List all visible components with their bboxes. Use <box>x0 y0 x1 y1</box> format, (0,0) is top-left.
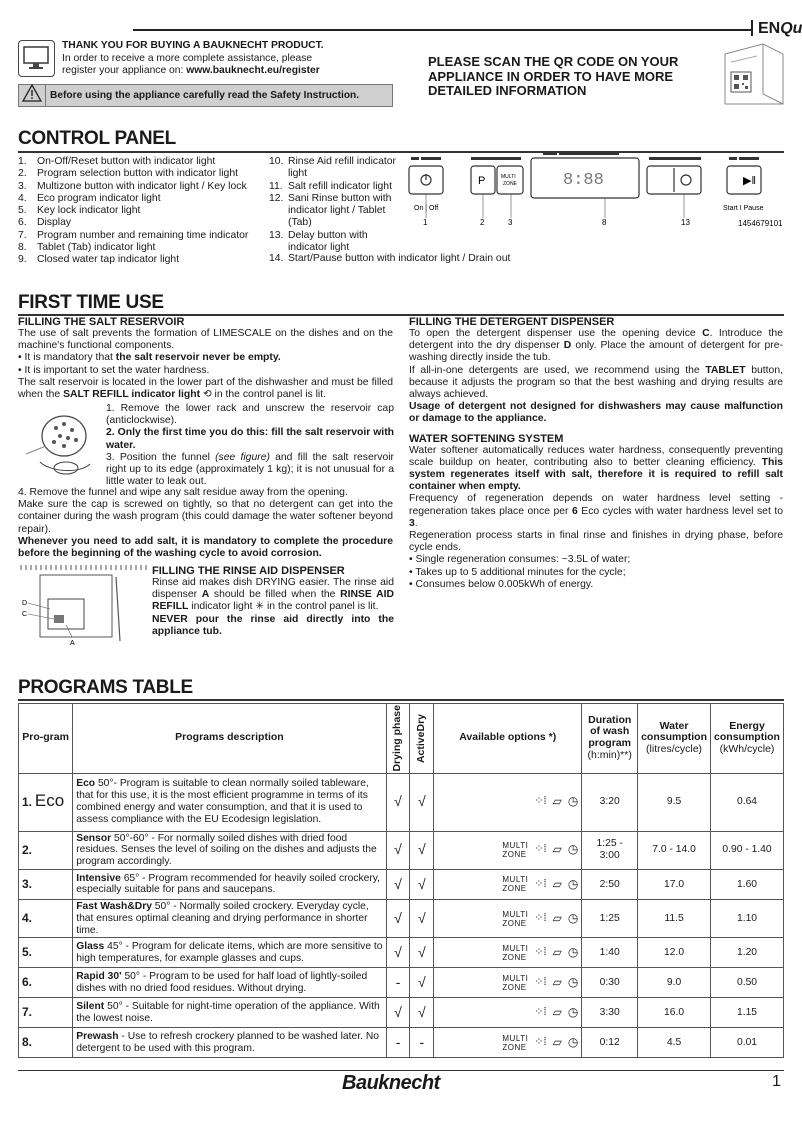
detergent-text: To open the detergent dispenser use the opening device C. Introduce the detergent into the dry dispenser D only. Place the amount of detergent for pre-washing directly inside the tub. <box>409 328 783 364</box>
callout-8: 8 <box>602 218 607 227</box>
activedry-cell: - <box>410 1028 434 1058</box>
sani-icon: ⁘⁞ <box>534 975 547 988</box>
list-item: 8. Tablet (Tab) indicator light <box>18 242 156 254</box>
page-number: 1 <box>772 1073 781 1090</box>
activedry-cell: √ <box>410 938 434 968</box>
description-cell: Sensor 50°-60° - For normally soiled dishes with dried food residues. Senses the level of soiling on the dishes and adjusts the program accordingly. <box>73 831 386 869</box>
safety-warning-bar <box>18 84 393 107</box>
salt-cap-note: Make sure the cap is screwed on tightly, so that no detergent can get into the container during the wash program (this could damage the water softener beyond repair). <box>18 499 393 535</box>
control-panel-list-last <box>269 253 569 265</box>
description-cell: Rapid 30' 50° - Program to be used for half load of lightly-soiled dishes with no dried food residues. Without drying. <box>73 968 386 998</box>
options-cell <box>434 831 582 869</box>
language-code: ENQu <box>758 20 802 37</box>
detergent-warning: Usage of detergent not designed for dishwashers may cause malfunction or damage to the appliance. <box>409 401 783 425</box>
program-cell: 3. <box>19 869 73 899</box>
list-item: 13. Delay button with indicator light <box>269 229 368 254</box>
description-cell: Prewash - Use to refresh crockery planned to be washed later. No detergent to be used with this program. <box>73 1028 386 1058</box>
description-cell: Eco 50°- Program is suitable to clean normally soiled tableware, that for this use, it is the most efficient programme in terms of its combined energy and water consumption, and that it is used to assess compliance with the EU Ecodesign legislation. <box>73 773 386 831</box>
footer-rule <box>18 1070 784 1071</box>
programs-table-title: PROGRAMS TABLE <box>18 677 193 698</box>
callout-2: 2 <box>480 218 485 227</box>
delay-icon: ◷ <box>567 1004 579 1019</box>
salt-section <box>18 316 393 401</box>
energy-cell: 1.10 <box>711 899 784 937</box>
energy-cell: 0.01 <box>711 1028 784 1058</box>
programs-table <box>18 703 784 1058</box>
table-row <box>19 831 784 869</box>
detergent-title: FILLING THE DETERGENT DISPENSER <box>409 316 615 328</box>
safety-warning-text: Before using the appliance carefully read the Safety Instruction. <box>45 85 359 106</box>
programs-table-rule <box>18 699 784 701</box>
tablet-icon: ▱ <box>552 944 562 959</box>
list-item: 5. Key lock indicator light <box>18 205 141 217</box>
delay-icon: ◷ <box>567 944 579 959</box>
options-cell <box>434 1028 582 1058</box>
delay-icon: ◷ <box>567 974 579 989</box>
register-line: register your appliance on: www.bauknecht.eu/register <box>62 65 320 76</box>
softening-title: WATER SOFTENING SYSTEM <box>409 432 564 445</box>
salt-bullet: • It is mandatory that the salt reservoir never be empty. <box>18 352 393 364</box>
drying-cell: √ <box>386 998 410 1028</box>
energy-cell: 0.50 <box>711 968 784 998</box>
list-item: 2. Program selection button with indicator light <box>18 168 238 180</box>
header-tick <box>751 20 753 36</box>
salt-intro: The use of salt prevents the formation of LIMESCALE on the dishes and on the machine's functional components. <box>18 328 393 352</box>
list-item: 12. Sani Rinse button with indicator light / Tablet (Tab) <box>269 192 392 229</box>
rinse-aid-icon: ✳ <box>255 601 265 613</box>
dishwasher-qr-illustration <box>717 40 785 108</box>
detergent-section <box>409 316 783 591</box>
water-cell: 16.0 <box>638 998 711 1028</box>
thanks-block <box>62 40 402 78</box>
softening-frequency: Frequency of regeneration depends on water hardness level setting - regeneration takes place once per 6 Eco cycles with water hardness level set to 3. <box>409 493 783 529</box>
table-row <box>19 869 784 899</box>
on-off-label: On | Off <box>414 205 439 212</box>
detergent-tablet-note: If all-in-one detergents are used, we recommend using the TABLET button, because it adjusts the program so that the best washing and drying results are always achieved. <box>409 364 783 401</box>
multizone-option: MULTI ZONE <box>502 841 529 860</box>
water-cell: 7.0 - 14.0 <box>638 831 711 869</box>
multi-label: MULTI <box>501 174 516 180</box>
description-cell: Fast Wash&Dry 50° - Normally soiled crockery. Everyday cycle, that ensures optimal cleaning and drying performance in shorter time. <box>73 899 386 937</box>
options-cell <box>434 869 582 899</box>
program-cell: 7. <box>19 998 73 1028</box>
start-pause-label: Start I Pause <box>723 205 764 212</box>
softening-bullet: • Consumes below 0.005kWh of energy. <box>409 579 783 591</box>
duration-cell: 0:12 <box>582 1028 638 1058</box>
delay-icon: ◷ <box>567 1034 579 1049</box>
header-duration: Duration of wash program (h:min)**) <box>582 704 638 774</box>
description-cell: Intensive 65° - Program recommended for heavily soiled crockery, especially suitable for pans and saucepans. <box>73 869 386 899</box>
water-cell: 17.0 <box>638 869 711 899</box>
description-cell: Glass 45° - Program for delicate items, which are more sensitive to high temperatures, for example glasses and cups. <box>73 938 386 968</box>
list-item: 10. Rinse Aid refill indicator light <box>269 156 396 180</box>
multizone-button[interactable] <box>497 166 523 194</box>
header-water: Water consumption (litres/cycle) <box>638 704 711 774</box>
control-panel-diagram <box>405 150 785 240</box>
salt-title: FILLING THE SALT RESERVOIR <box>18 316 185 328</box>
delay-icon: ◷ <box>567 842 579 857</box>
eco-icon: Eco <box>34 790 65 810</box>
delay-icon: ◷ <box>567 910 579 925</box>
duration-cell: 0:30 <box>582 968 638 998</box>
drying-cell: √ <box>386 938 410 968</box>
program-cell: 2. <box>19 831 73 869</box>
play-pause-icon: ▶ǁ <box>743 175 757 187</box>
table-row <box>19 899 784 937</box>
thanks-line: In order to receive a more complete assistance, please <box>62 52 313 64</box>
header-description: Programs description <box>73 704 386 774</box>
activedry-cell: √ <box>410 869 434 899</box>
energy-cell: 1.15 <box>711 998 784 1028</box>
sani-icon: ⁘⁞ <box>534 843 547 856</box>
list-item: 1. On-Off/Reset button with indicator light <box>18 156 216 167</box>
program-cell: 6. <box>19 968 73 998</box>
tablet-icon: ▱ <box>552 1004 562 1019</box>
activedry-cell: √ <box>410 773 434 831</box>
control-panel-list-left <box>18 156 268 267</box>
rinse-aid-section <box>152 565 394 638</box>
salt-step: 4. Remove the funnel and wipe any salt residue away from the opening. <box>18 487 348 498</box>
callout-3: 3 <box>508 218 513 227</box>
activedry-cell: √ <box>410 968 434 998</box>
options-cell <box>434 899 582 937</box>
activedry-cell: √ <box>410 831 434 869</box>
control-panel-list-right <box>269 156 401 254</box>
rinse-aid-title: FILLING THE RINSE AID DISPENSER <box>152 565 345 577</box>
rinse-aid-illustration <box>20 565 150 647</box>
salt-warning: Whenever you need to add salt, it is mandatory to complete the procedure before the beginning of the washing cycle to avoid corrosion. <box>18 535 393 560</box>
qr-instruction: PLEASE SCAN THE QR CODE ON YOUR APPLIANCE IN ORDER TO HAVE MORE DETAILED INFORMATION <box>428 54 679 98</box>
multizone-option: MULTI ZONE <box>502 1033 529 1052</box>
warning-icon <box>19 84 45 106</box>
water-cell: 11.5 <box>638 899 711 937</box>
program-cell: 4. <box>19 899 73 937</box>
label-c: C <box>22 611 28 618</box>
drying-cell: √ <box>386 773 410 831</box>
tablet-icon: ▱ <box>552 1034 562 1049</box>
duration-cell: 1:25 <box>582 899 638 937</box>
salt-step: 3. Position the funnel (see figure) and fill the salt reservoir right up to its edge (approximately 1 kg); it is not unusual for a little water to leak out. <box>106 451 394 488</box>
drying-cell: √ <box>386 831 410 869</box>
label-a: A <box>70 640 75 647</box>
table-row <box>19 1028 784 1058</box>
table-header-row <box>19 704 784 774</box>
energy-cell: 0.64 <box>711 773 784 831</box>
rinse-aid-warning: NEVER pour the rinse aid directly into the appliance tub. <box>152 613 394 637</box>
water-cell: 9.0 <box>638 968 711 998</box>
table-row <box>19 773 784 831</box>
salt-step: 2. Only the first time you do this: fill the salt reservoir with water. <box>106 427 394 451</box>
options-cell <box>434 998 582 1028</box>
multizone-option: MULTI ZONE <box>502 943 529 962</box>
header-drying: Drying phase <box>391 705 404 772</box>
multizone-option: MULTI ZONE <box>502 875 529 894</box>
zone-label: ZONE <box>503 181 517 187</box>
sani-icon: ⁘⁞ <box>534 877 547 890</box>
rinse-aid-text: Rinse aid makes dish DRYING easier. The rinse aid dispenser A should be filled when the RINSE AID REFILL indicator light ✳ in the control panel is lit. <box>152 577 394 613</box>
tablet-icon: ▱ <box>552 910 562 925</box>
water-cell: 9.5 <box>638 773 711 831</box>
list-item: 11. Salt refill indicator light <box>269 180 392 192</box>
duration-cell: 3:20 <box>582 773 638 831</box>
energy-cell: 0.90 - 1.40 <box>711 831 784 869</box>
description-cell: Silent 50° - Suitable for night-time operation of the appliance. With the lowest noise. <box>73 998 386 1028</box>
sani-icon: ⁘⁞ <box>534 911 547 924</box>
sani-icon: ⁘⁞ <box>534 1035 547 1048</box>
header-options: Available options *) <box>434 704 582 774</box>
water-cell: 12.0 <box>638 938 711 968</box>
thanks-title: THANK YOU FOR BUYING A BAUKNECHT PRODUCT. <box>62 40 324 51</box>
salt-closing <box>18 487 393 560</box>
header-energy: Energy consumption (kWh/cycle) <box>711 704 784 774</box>
softening-bullet: • Single regeneration consumes: ~3.5L of water; <box>409 554 783 566</box>
salt-funnel-illustration <box>20 402 102 484</box>
options-cell <box>434 968 582 998</box>
sani-icon: ⁘⁞ <box>534 945 547 958</box>
delay-icon: ◷ <box>567 794 579 809</box>
list-item: 4. Eco program indicator light <box>18 192 161 204</box>
tablet-icon: ▱ <box>552 974 562 989</box>
options-cell <box>434 938 582 968</box>
list-item: 9. Closed water tap indicator light <box>18 254 180 266</box>
delay-icon: ◷ <box>567 876 579 891</box>
duration-cell: 3:30 <box>582 998 638 1028</box>
duration-cell: 2:50 <box>582 869 638 899</box>
list-item: 3. Multizone button with indicator light / Key lock <box>18 180 247 192</box>
callout-1: 1 <box>423 218 428 227</box>
header-activedry: ActiveDry <box>414 713 427 763</box>
tablet-icon: ▱ <box>552 842 562 857</box>
register-link[interactable]: www.bauknecht.eu/register <box>186 65 320 76</box>
label-d: D <box>22 600 28 607</box>
duration-cell: 1:25 - 3:00 <box>582 831 638 869</box>
brand-logo: Bauknecht <box>342 1072 440 1094</box>
list-item: 14. Start/Pause button with indicator light / Drain out <box>269 253 511 264</box>
softening-bullet: • Takes up to 5 additional minutes for the cycle; <box>409 567 783 579</box>
program-cell: 1. Eco <box>19 773 73 831</box>
header-rule <box>133 29 753 31</box>
drying-cell: √ <box>386 899 410 937</box>
activedry-cell: √ <box>410 899 434 937</box>
sani-icon: ⁘⁞ <box>534 1005 547 1018</box>
list-item: 7. Program number and remaining time indicator <box>18 229 249 241</box>
softening-process: Regeneration process starts in final rinse and finishes in drying phase, before cycle ends. <box>409 530 783 554</box>
multizone-option: MULTI ZONE <box>502 973 529 992</box>
table-row <box>19 938 784 968</box>
drying-cell: - <box>386 1028 410 1058</box>
salt-step: 1. Remove the lower rack and unscrew the reservoir cap (anticlockwise). <box>106 403 394 427</box>
table-row <box>19 998 784 1028</box>
tablet-icon: ▱ <box>552 876 562 891</box>
energy-cell: 1.20 <box>711 938 784 968</box>
program-cell: 8. <box>19 1028 73 1058</box>
water-cell: 4.5 <box>638 1028 711 1058</box>
multizone-option: MULTI ZONE <box>502 909 529 928</box>
softening-text: Water softener automatically reduces water hardness, consequently preventing scale buildup on heater, contributing also to better cleaning efficiency. This system regenerates itself with salt, therefore it is required to refill salt container when empty. <box>409 444 783 493</box>
sani-icon: ⁘⁞ <box>534 795 547 808</box>
salt-bullet: • It is important to set the water hardness. <box>18 365 393 377</box>
program-label: P <box>478 175 486 187</box>
table-row <box>19 968 784 998</box>
control-panel-title: CONTROL PANEL <box>18 128 176 149</box>
list-item: 6. Display <box>18 217 72 229</box>
display-digits: 8:88 <box>563 171 604 190</box>
header-program: Pro-gram <box>19 704 73 774</box>
duration-cell: 1:40 <box>582 938 638 968</box>
first-time-use-title: FIRST TIME USE <box>18 292 164 313</box>
callout-13: 13 <box>681 218 690 227</box>
program-cell: 5. <box>19 938 73 968</box>
drying-cell: √ <box>386 869 410 899</box>
options-cell <box>434 773 582 831</box>
figure-code: 1454679101 <box>738 219 783 228</box>
activedry-cell: √ <box>410 998 434 1028</box>
drying-cell: - <box>386 968 410 998</box>
monitor-icon <box>18 40 55 77</box>
salt-location: The salt reservoir is located in the lower part of the dishwasher and must be filled when the SALT REFILL indicator light ⟲ in the control panel is lit. <box>18 376 393 401</box>
salt-steps <box>106 403 394 488</box>
tablet-icon: ▱ <box>552 794 562 809</box>
salt-refill-icon: ⟲ <box>200 389 212 401</box>
energy-cell: 1.60 <box>711 869 784 899</box>
